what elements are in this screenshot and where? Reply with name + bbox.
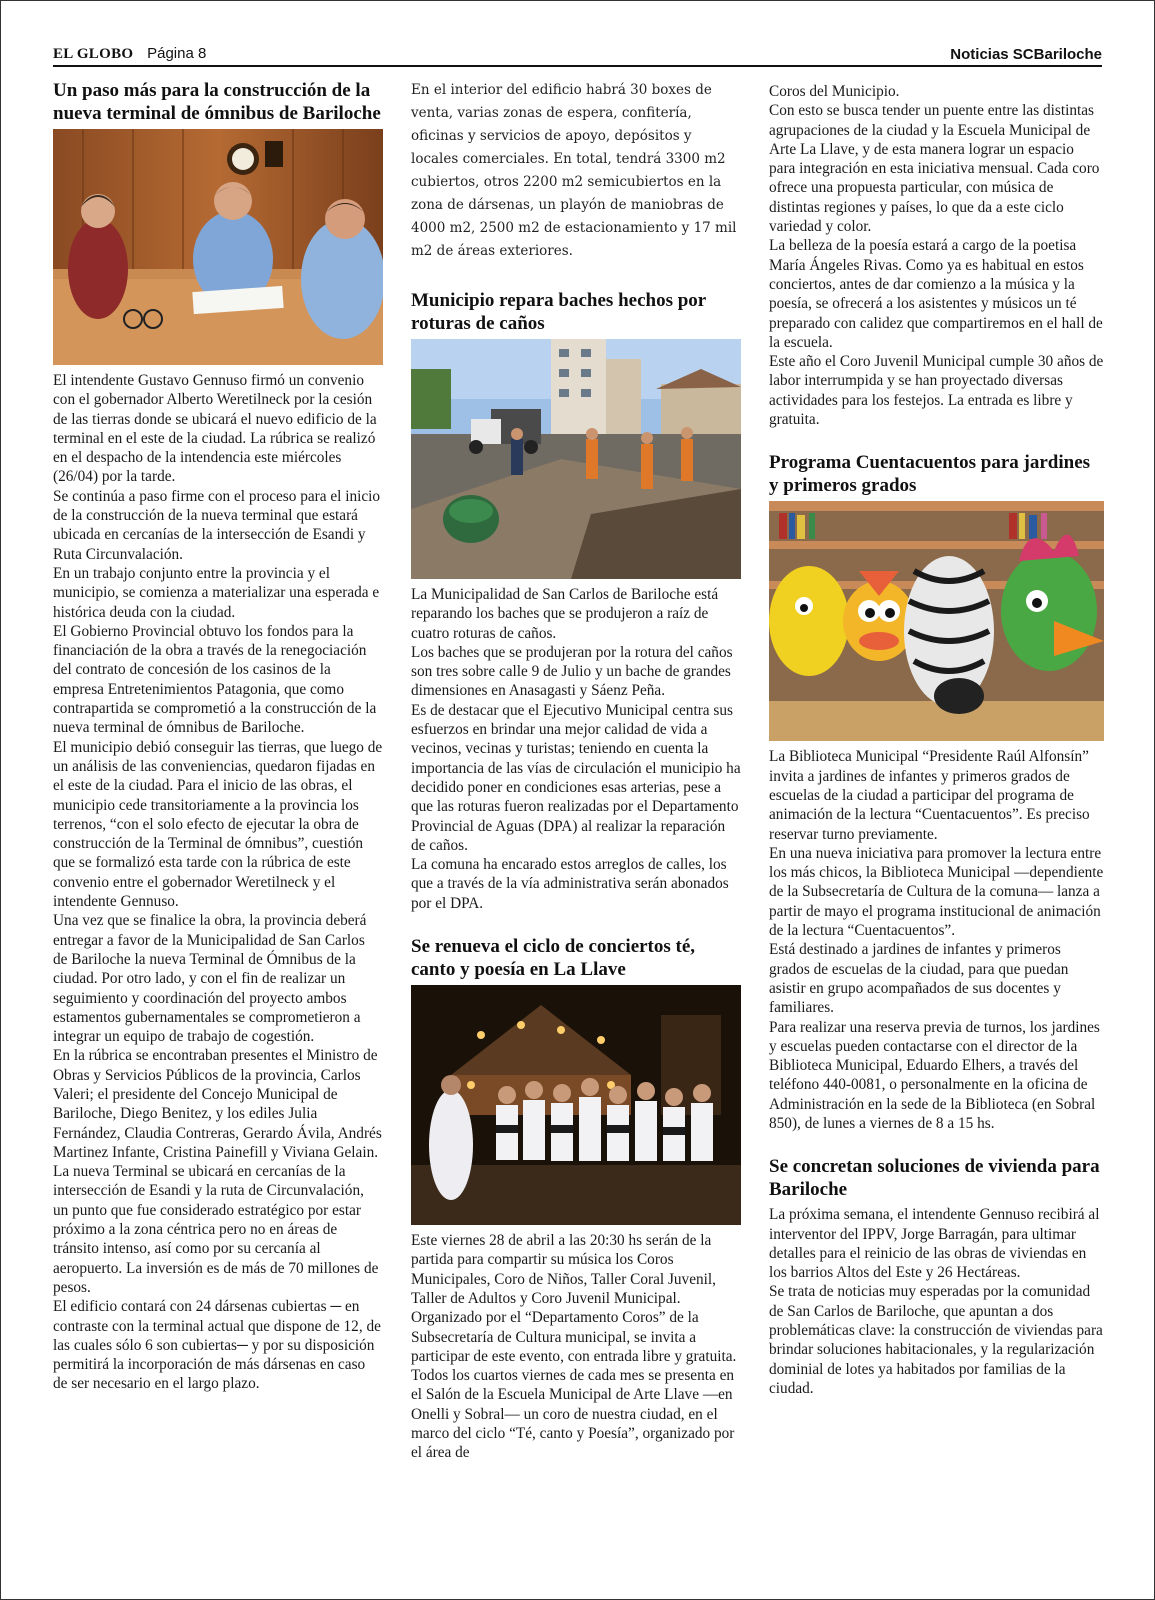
article-title-conciertos: Se renueva el ciclo de conciertos té, canto y poesía en La Llave [411,936,696,981]
article-paragraph: En la rúbrica se encontraban presentes el Ministro de Obras y Servicios Públicos de la provincia, Carlos Valeri; el presidente del Concejo Municipal de Bariloche, Diego Benitez, y los ediles Julia Fernández, Claudia Contreras, Gerardo Ávila, Andrés Martinez Infante, Cristina Painefill y Viviana Gelain. [53,1047,382,1161]
article-paragraph: En un trabajo conjunto entre la provincia y el municipio, se comienza a materializar una esperada e histórica deuda con la ciudad. [53,564,380,621]
article-paragraph: Los baches que se produjeran por la rotura del caños son tres sobre calle 9 de Julio y un bache de grandes dimensiones en Anasagasti y Sáenz Peña. [411,643,733,700]
column-1 [53,79,383,1394]
article-paragraph: La comuna ha encarado estos arreglos de calles, los que a través de la vía administrativa serán abonados por el DPA. [411,856,729,912]
article-paragraph: Está destinado a jardines de infantes y primeros grados de escuelas de la ciudad, para que puedan asistir en grupo acompañados de sus docentes y familiares. [769,941,1069,1017]
article-paragraph: La belleza de la poesía estará a cargo de la poetisa María Ángeles Rivas. Como ya es habitual en estos conciertos, antes de dar comienzo a la música y la poesía, se ofrecerá a los asistentes y músicos un té preparado con calidez que compartiremos en el hall de la escuela. [769,237,1103,351]
article-paragraph: El municipio debió conseguir las tierras, que luego de un análisis de las conveniencias, quedaron fijadas en el este de la ciudad. Para el inicio de las obras, el municipio cede transitoriamente a la provincia los terrenos, “con el solo efecto de ejecutar la obra de construcción de la Terminal de ómnibus”, cuestión que se formalizó esta tarde con la rúbrica de este convenio entre el gobernador Weretilneck y el intendente Gennuso. [53,738,383,911]
photo-puppets [769,501,1104,741]
article-paragraph: Con esto se busca tender un puente entre las distintas agrupaciones de la ciudad y la Escuela Municipal de Arte La Llave, y de esta manera lograr un espacio para integración en esta iniciativa mensual. Cada coro ofrece una propuesta particular, con música de distintas regiones y países, lo que da a este ciclo variedad y color. [769,102,1100,236]
article-paragraph: La Municipalidad de San Carlos de Bariloche está reparando los baches que se produjeron a raíz de cuatro roturas de caños. [411,586,719,642]
header-left [53,45,206,63]
article-paragraph: En una nueva iniciativa para promover la lectura entre los más chicos, la Biblioteca Municipal —dependiente de la Subsecretaría de Cultura de la comuna— lanza a partir de mayo el programa institucional de animación de la lectura “Cuentacuentos”. [769,844,1104,940]
article-paragraph: Todos los cuartos viernes de cada mes se presenta en el Salón de la Escuela Municipal de Arte Llave —en Onelli y Sobral— un coro de nuestra ciudad, en el marco del ciclo “Té, canto y Poesía”, organizado por el área de [411,1367,735,1462]
article-continuation: En el interior del edificio habrá 30 boxes de venta, varias zonas de espera, confitería, oficinas y servicios de apoyo, depósitos y locales comerciales. En total, tendrá 3300 m2 cubiertos, otros 2200 m2 semicubiertos en la zona de dársenas, un playón de maniobras de 4000 m2, 2500 m2 de estacionamiento y 17 mil m2 de áreas exteriores. [411,82,737,259]
article-title-baches: Municipio repara baches hechos por roturas de caños [411,290,706,334]
article-paragraph: Este viernes 28 de abril a las 20:30 hs serán de la partida para compartir su música los Coros Municipales, Coro de Niños, Taller Coral Juvenil, Taller de Adultos y Coro Juvenil Municipal. Organizado por el “Departamento Coros” de la Subsecretaría de Cultura municipal, se invita a participar de este evento, con entrada libre y gratuita. [411,1232,737,1365]
article-title-terminal: Un paso más para la construcción de la nueva terminal de ómnibus de Bariloche [53,80,381,124]
article-paragraph: Se trata de noticias muy esperadas por la comunidad de San Carlos de Bariloche, que apuntan a dos problemáticas clave: la construcción de viviendas para brindar soluciones habitacionales, y la regularización dominial de lotes ya habitados por familias de la ciudad. [769,1283,1103,1397]
page-header [53,41,1102,67]
article-paragraph: La próxima semana, el intendente Gennuso recibirá al interventor del IPPV, Jorge Barragán, para ultimar detalles para el reinicio de las obras de viviendas en los barrios Altos del Este y 26 Hectáreas. [769,1206,1100,1282]
article-paragraph: El edificio contará con 24 dársenas cubiertas ─ en contraste con la terminal actual que dispone de 12, de las cuales sólo 6 son cubiertas─ y por su disposición permitirá la incorporación de más dársenas en caso de ser necesario en el largo plazo. [53,1298,381,1393]
article-paragraph: La nueva Terminal se ubicará en cercanías de la intersección de Esandi y la ruta de Circunvalación, un punto que fue considerado estratégico por estar próximo a la zona céntrica pero no en áreas de tránsito intenso, así como por su cercanía al aeropuerto. La inversión es de más de 70 millones de pesos. [53,1163,379,1296]
article-paragraph: Para realizar una reserva previa de turnos, los jardines y escuelas pueden contactarse con el director de la Biblioteca Municipal, Eduardo Elhers, a través del teléfono 440-0081, o personalmente en la oficina de Administración en la sede de la Biblioteca (en Sobral 850), de lunes a viernes de 8 a 15 hs. [769,1018,1100,1132]
section-name: Noticias SCBariloche [950,46,1102,63]
article-paragraph: La Biblioteca Municipal “Presidente Raúl Alfonsín” invita a jardines de infantes y primeros grados de escuelas de la ciudad a participar del programa de animación de la lectura “Cuentacuentos”. Es preciso reservar turno previamente. [769,748,1090,843]
publication-name: EL GLOBO [53,46,134,62]
article-title-cuentacuentos: Programa Cuentacuentos para jardines y primeros grados [769,452,1091,497]
photo-road-repair [411,339,741,579]
article-paragraph: Una vez que se finalice la obra, la provincia deberá entregar a favor de la Municipalidad de San Carlos de Bariloche la nueva Terminal de Ómnibus de la ciudad. Por otro lado, y con el fin de realizar un seguimiento y coordinación del proyecto ambos estamentos gubernamentales se comprometieron a integrar un equipo de trabajo de cogestión. [53,912,367,1046]
article-paragraph: El Gobierno Provincial obtuvo los fondos para la financiación de la obra a través de la renegociación del contrato de concesión de los casinos de la empresa Entretenimientos Patagonia, que como contrapartida se comprometió a la construcción de la nueva terminal de ómnibus de Bariloche. [53,622,377,737]
article-title-vivienda: Se concretan soluciones de vivienda para Bariloche [769,1156,1100,1201]
column-3 [769,82,1104,1398]
article-paragraph: Coros del Municipio. [769,83,900,100]
article-paragraph: Es de destacar que el Ejecutivo Municipal centra sus esfuerzos en brindar una mejor calidad de vida a vecinos, vecinas y turistas; teniendo en cuenta la importancia de las vías de circulación el municipio ha decidido poner en condiciones esas arterias, pese a que las roturas fueron realizadas por el Departamento Provincial de Aguas (DPA) al realizar la reparación de caños. [411,701,741,854]
article-paragraph: Este año el Coro Juvenil Municipal cumple 30 años de labor interrumpida y se han proyectado diversas actividades para los festejos. La entrada es libre y gratuita. [769,353,1104,429]
page-number: Página 8 [147,45,207,62]
photo-choir-concert [411,985,741,1225]
column-2 [411,79,741,1463]
article-paragraph: Se continúa a paso firme con el proceso para el inicio de la construcción de la nueva terminal que estará ubicada en cercanías de la intersección de Esandi y Ruta Circunvalación. [53,487,381,563]
photo-signing-meeting [53,129,383,365]
article-paragraph: El intendente Gustavo Gennuso firmó un convenio con el gobernador Alberto Weretilneck por la cesión de las tierras donde se ubicará el nuevo edificio de la terminal en el este de la ciudad. La rúbrica se realizó en el despacho de la intendencia este miércoles (26/04) por la tarde. [53,372,377,486]
